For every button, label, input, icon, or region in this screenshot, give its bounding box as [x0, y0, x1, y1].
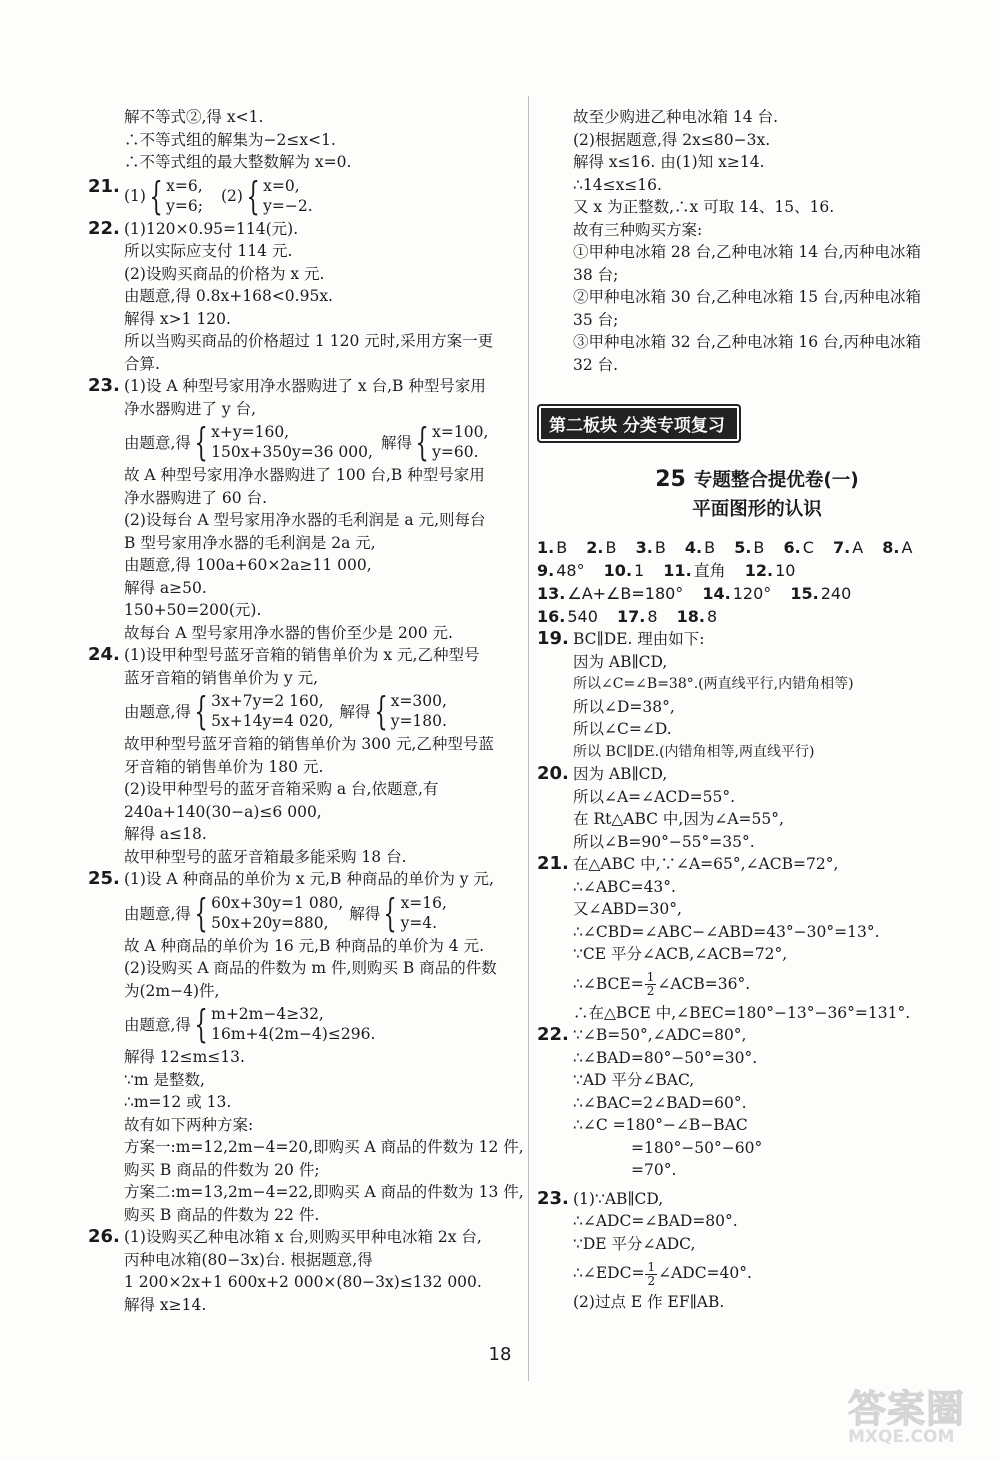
question-19 — [537, 628, 977, 763]
answer-item: 2. B — [586, 538, 617, 557]
question-number: 22. — [88, 217, 120, 239]
text-line: 所以实际应支付 114 元. — [124, 242, 293, 260]
text-line: 所以∠D=38°, — [573, 697, 675, 716]
text-line: ∴∠ADC=∠BAD=80°. — [573, 1212, 738, 1230]
text-line: ②甲种电冰箱 30 台,乙种电冰箱 15 台,丙种电冰箱 — [573, 288, 922, 306]
answer-item: 11. 直角 — [663, 561, 726, 580]
question-21-geometry — [537, 853, 977, 1024]
answer-item: 10. 1 — [603, 561, 645, 580]
text-line: 合算. — [124, 354, 160, 373]
watermark-text: 答案圈 — [848, 1387, 966, 1431]
text-line: (2)过点 E 作 EF∥AB. — [573, 1293, 725, 1311]
equation-system — [124, 691, 524, 731]
q20-continuation — [88, 106, 524, 174]
brace-icon: { — [194, 420, 208, 464]
text-line: ∴不等式组的最大整数解为 x=0. — [124, 153, 352, 171]
fraction: $\frac{1}{2}$ — [647, 1259, 656, 1288]
text-line: 购买 B 商品的件数为 22 件. — [124, 1205, 320, 1224]
brace-icon: { — [194, 1002, 208, 1046]
question-number: 22. — [537, 1024, 569, 1045]
text-line: 1 200×2x+1 600x+2 000×(80−3x)≤132 000. — [124, 1273, 482, 1291]
text-line: 方案一:m=12,2m−4=20,即购买 A 商品的件数为 12 件, — [124, 1138, 524, 1156]
text-line: ∴∠BAC=2∠BAD=60°. — [573, 1093, 747, 1112]
system-rows — [432, 422, 488, 462]
system-row: x=16, — [400, 893, 447, 912]
answer-item: 15. 240 — [790, 584, 852, 603]
text-line: 在 Rt△ABC 中,因为∠A=55°, — [573, 810, 784, 828]
equation-system — [124, 422, 524, 462]
text-line: 由题意,得 100a+60×2a≥11 000, — [124, 556, 372, 574]
fraction-line: ∴∠EDC= $\frac{1}{2}$ ∠ADC=40°. — [573, 1259, 752, 1288]
equation-system — [124, 173, 524, 218]
answer-item: 16. 540 — [537, 607, 598, 626]
text-line: 所以∠C=∠B=38°.(两直线平行,内错角相等) — [573, 676, 854, 692]
system-prefix: 由题意,得 — [124, 434, 191, 452]
system-row: 50x+20y=880, — [211, 913, 329, 932]
question-24 — [88, 644, 524, 868]
text-line: 解得 x≤16. 由(1)知 x≥14. — [573, 153, 765, 171]
text-line: BC∥DE. 理由如下: — [573, 630, 705, 648]
text-line: 蓝牙音箱的销售单价为 y 元, — [124, 668, 319, 687]
brace-icon: { — [149, 173, 163, 218]
text-line: ∴∠ABC=43°. — [573, 877, 676, 896]
text-line: 所以∠C=∠D. — [573, 720, 672, 738]
text-line: 因为 AB∥CD, — [573, 652, 668, 671]
part-label: (2) — [220, 186, 243, 205]
text-line: (2)设甲种型号的蓝牙音箱采购 a 台,依题意,有 — [124, 780, 439, 798]
answer-row — [537, 536, 977, 559]
text-line: 方案二:m=13,2m−4=22,即购买 A 商品的件数为 13 件, — [124, 1183, 524, 1201]
answer-item: 12. 10 — [744, 561, 796, 580]
text-line: 又∠ABD=30°, — [573, 900, 682, 918]
text-line: 故 A 种商品的单价为 16 元,B 种商品的单价为 4 元. — [124, 936, 485, 955]
system-row: 5x+14y=4 020, — [211, 712, 334, 730]
system-rows — [211, 1004, 375, 1044]
section-number: 25 — [655, 467, 686, 492]
system-prefix: 由题意,得 — [124, 1016, 191, 1034]
text-line: 牙音箱的销售单价为 180 元. — [124, 757, 324, 776]
text-line: ③甲种电冰箱 32 台,乙种电冰箱 16 台,丙种电冰箱 — [573, 333, 922, 351]
question-26 — [88, 1226, 524, 1316]
text-line: ∴m=12 或 13. — [124, 1093, 232, 1111]
system-row: x+y=160, — [211, 423, 290, 441]
text-line: 由题意,得 0.8x+168<0.95x. — [124, 287, 333, 305]
text-line: 所以∠B=90°−55°=35°. — [573, 832, 755, 851]
text-line: 故至少购进乙种电冰箱 14 台. — [573, 108, 779, 126]
text-line: B 型号家用净水器的毛利润是 2a 元, — [124, 533, 376, 552]
system-row: 3x+7y=2 160, — [211, 692, 324, 710]
text-line: 解得 x>1 120. — [124, 309, 231, 328]
text-line: 240a+140(30−a)≤6 000, — [124, 802, 322, 821]
text-line: ∵∠B=50°,∠ADC=80°, — [573, 1026, 747, 1044]
text-line: (1)设 A 种型号家用净水器购进了 x 台,B 种型号家用 — [124, 377, 486, 395]
text-line: ∴14≤x≤16. — [573, 175, 662, 194]
solve-prefix: 解得 — [339, 703, 371, 721]
text-line: ∵m 是整数, — [124, 1070, 205, 1089]
question-25 — [88, 868, 524, 1226]
system-row: y=−2. — [263, 196, 313, 215]
text-line: ∵CE 平分∠ACB,∠ACB=72°, — [573, 945, 788, 963]
system-rows — [166, 176, 203, 216]
text-line: 净水器购进了 60 台. — [124, 488, 268, 507]
system-row: y=4. — [400, 913, 438, 932]
text-line: 故 A 种型号家用净水器购进了 100 台,B 种型号家用 — [124, 466, 485, 484]
column-divider — [528, 96, 529, 1381]
question-23-geometry — [537, 1188, 977, 1314]
text-line: 为(2m−4)件, — [124, 981, 220, 1000]
system-prefix: 由题意,得 — [124, 703, 191, 721]
answer-item: 18. 8 — [676, 607, 718, 626]
system-row: x=100, — [432, 423, 489, 441]
system-row: y=6; — [166, 196, 203, 215]
question-22-geometry — [537, 1024, 977, 1182]
text-line: =180°−50°−60° — [631, 1138, 763, 1157]
answer-item: 9. 48° — [537, 561, 585, 580]
brace-icon: { — [194, 689, 208, 733]
question-number: 23. — [88, 375, 120, 396]
system-row: x=300, — [390, 692, 447, 710]
question-number: 25. — [88, 868, 120, 889]
text-line: 所以当购买商品的价格超过 1 120 元时,采用方案一更 — [124, 332, 494, 350]
question-22 — [88, 218, 524, 376]
system-row: y=60. — [432, 443, 479, 461]
question-number: 21. — [88, 175, 120, 197]
q26-continuation — [537, 106, 977, 376]
section-heading — [537, 465, 977, 495]
text-line: 因为 AB∥CD, — [573, 765, 668, 783]
text-line: 在△ABC 中,∵∠A=65°,∠ACB=72°, — [573, 855, 839, 873]
text-line: ∴∠BAD=80°−50°=30°. — [573, 1048, 758, 1067]
question-number: 20. — [537, 763, 569, 784]
text-line: 丙种电冰箱(80−3x)台. 根据题意,得 — [124, 1250, 373, 1269]
answer-row — [537, 582, 977, 605]
question-number: 23. — [537, 1187, 569, 1209]
section-title: 专题整合提优卷(一) — [693, 470, 859, 491]
text-line: 故甲种型号的蓝牙音箱最多能采购 18 台. — [124, 847, 407, 866]
answer-row — [537, 559, 977, 582]
brace-icon: { — [383, 890, 398, 935]
question-number: 19. — [537, 628, 569, 649]
answer-item: 1. B — [537, 538, 568, 557]
answer-item: 6. C — [783, 538, 814, 557]
text-line: 故每台 A 型号家用净水器的售价至少是 200 元. — [124, 623, 453, 642]
text-line: 38 台; — [573, 265, 619, 284]
question-number: 21. — [537, 853, 569, 874]
brace-icon: { — [373, 689, 388, 733]
text-line: (1)设购买乙种电冰箱 x 台,则购买甲种电冰箱 2x 台, — [124, 1228, 482, 1246]
system-prefix: 由题意,得 — [124, 904, 191, 923]
text-line: 故有如下两种方案: — [124, 1115, 254, 1134]
question-21 — [88, 173, 524, 218]
section-subtitle: 平面图形的认识 — [692, 499, 822, 520]
text-line: 购买 B 商品的件数为 20 件; — [124, 1160, 320, 1179]
text-line: 150+50=200(元). — [124, 601, 262, 619]
text-line: (1)∵AB∥CD, — [573, 1189, 664, 1208]
system-row: y=180. — [390, 712, 447, 730]
text-line: 解得 x≥14. — [124, 1295, 207, 1314]
answer-item: 17. 8 — [616, 607, 658, 626]
solve-prefix: 解得 — [349, 904, 381, 923]
equation-system — [124, 890, 524, 935]
question-23 — [88, 375, 524, 644]
question-number: 26. — [88, 1226, 120, 1247]
text-line: (1)120×0.95=114(元). — [124, 219, 299, 238]
system-rows — [211, 691, 333, 731]
fraction: $\frac{1}{2}$ — [646, 970, 655, 998]
text-line: ∴∠CBD=∠ABC−∠ABD=43°−30°=13°. — [573, 922, 880, 941]
text-line: (2)设每台 A 型号家用净水器的毛利润是 a 元,则每台 — [124, 511, 486, 529]
text-line: (2)设购买 A 商品的件数为 m 件,则购买 B 商品的件数 — [124, 959, 497, 977]
answer-item: 7. A — [832, 538, 864, 557]
banner-label: 第二板块 分类专项复习 — [537, 404, 741, 443]
equation-system — [124, 1004, 524, 1044]
system-row: x=6, — [166, 176, 203, 195]
answer-row — [537, 605, 977, 628]
fraction-line: ∴∠BCE= $\frac{1}{2}$ ∠ACB=36°. — [573, 970, 751, 998]
answer-item: 4. B — [684, 538, 716, 557]
system-rows — [391, 691, 447, 731]
brace-icon: { — [194, 890, 208, 935]
text-line: 解不等式②,得 x<1. — [124, 108, 264, 126]
system-rows — [211, 893, 343, 933]
text-line: 32 台. — [573, 355, 619, 374]
text-line: =70°. — [631, 1161, 677, 1179]
text-line: 故甲种型号蓝牙音箱的销售单价为 300 元,乙种型号蓝 — [124, 735, 494, 753]
brace-icon: { — [246, 173, 260, 218]
solve-prefix: 解得 — [380, 434, 412, 452]
left-column — [88, 106, 524, 1316]
system-rows — [211, 422, 373, 462]
text-line: ∴∠C =180°−∠B−BAC — [573, 1116, 748, 1134]
text-line: ①甲种电冰箱 28 台,乙种电冰箱 14 台,丙种电冰箱 — [573, 243, 922, 261]
text-line: ∵AD 平分∠BAC, — [573, 1071, 695, 1089]
text-line: 35 台; — [573, 310, 619, 329]
question-20 — [537, 763, 977, 853]
text-line: 解得 12≤m≤13. — [124, 1048, 245, 1066]
watermark-url: MXQE.COM — [848, 1427, 955, 1447]
text-line: 所以 BC∥DE.(内错角相等,两直线平行) — [573, 743, 815, 760]
system-row: 150x+350y=36 000, — [211, 443, 373, 461]
page-number: 18 — [488, 1344, 512, 1365]
system-rows — [401, 893, 447, 933]
mc-answers — [537, 536, 977, 628]
system-row: m+2m−4≥32, — [211, 1005, 324, 1023]
part-label: (1) — [124, 186, 146, 205]
right-column — [537, 106, 977, 1314]
system-row: x=0, — [263, 176, 300, 195]
system-row: 16m+4(2m−4)≤296. — [211, 1025, 376, 1043]
text-line: 解得 a≤18. — [124, 825, 207, 843]
system-rows — [263, 176, 313, 216]
answer-item: 13. ∠A+∠B=180° — [537, 584, 684, 603]
text-line: 又 x 为正整数,∴x 可取 14、15、16. — [573, 198, 835, 216]
text-line: 所以∠A=∠ACD=55°. — [573, 787, 736, 806]
brace-icon: { — [415, 420, 429, 464]
text-line: (1)设 A 种商品的单价为 x 元,B 种商品的单价为 y 元, — [124, 870, 494, 888]
text-line: ∴在△BCE 中,∠BEC=180°−13°−36°=131°. — [573, 1003, 911, 1022]
text-line: 故有三种购买方案: — [573, 220, 703, 239]
answer-item: 8. A — [882, 538, 913, 557]
question-number: 24. — [88, 644, 120, 665]
answer-item: 3. B — [635, 538, 666, 557]
text-line: (2)根据题意,得 2x≤80−3x. — [573, 130, 771, 149]
text-line: (1)设甲种型号蓝牙音箱的销售单价为 x 元,乙种型号 — [124, 646, 480, 664]
watermark-logo — [848, 1378, 965, 1447]
text-line: ∴不等式组的解集为−2≤x<1. — [124, 130, 336, 149]
text-line: (2)设购买商品的价格为 x 元. — [124, 264, 325, 283]
answer-item: 5. B — [734, 538, 765, 557]
text-line: 解得 a≥50. — [124, 578, 207, 597]
system-row: 60x+30y=1 080, — [211, 893, 344, 912]
answer-item: 14. 120° — [702, 584, 772, 603]
text-line: 净水器购进了 y 台, — [124, 399, 257, 418]
text-line: ∵DE 平分∠ADC, — [573, 1234, 696, 1253]
section-banner — [537, 404, 741, 443]
